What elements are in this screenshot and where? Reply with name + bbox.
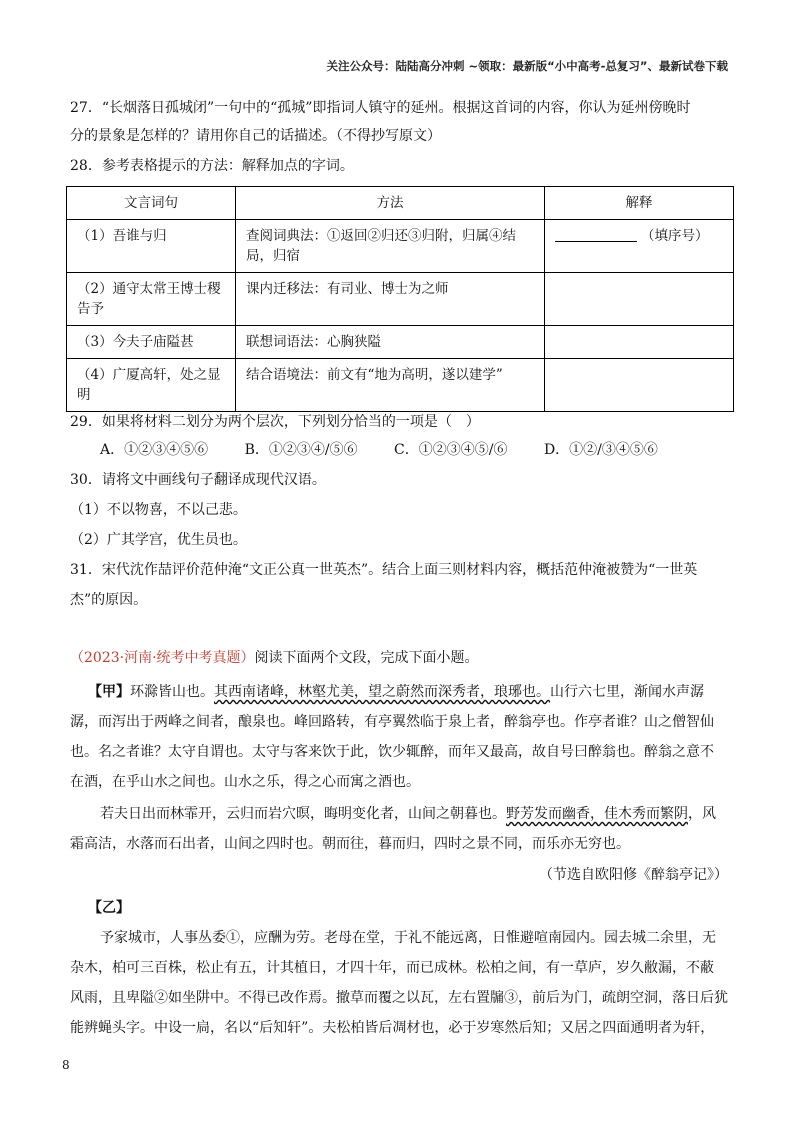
table-row xyxy=(67,326,734,359)
jia-text: 山行六七里，渐闻水声潺 xyxy=(550,684,704,700)
table-header: 文言词句 xyxy=(67,187,236,220)
vocab-table xyxy=(66,186,734,412)
phrase: （1）吾谁与归 xyxy=(77,228,167,244)
underlined-sentence: 其西南诸峰，林壑尤美，望之蔚然而深秀者，琅琊也。 xyxy=(214,684,550,700)
q30-sentence-2: （2）广其学宫，优生员也。 xyxy=(70,532,247,548)
table-header: 解释 xyxy=(545,187,734,220)
table-cell xyxy=(545,220,734,273)
yi-line3: 风雨，且卑隘②如坐阱中。不得已改作焉。撤草而覆之以瓦，左右置牖③，前后为门，疏朗空洞，落日后犹 xyxy=(70,990,728,1006)
option-b[interactable]: B．①②③④/⑤⑥ xyxy=(244,442,358,458)
underlined-sentence: 野芳发而幽香，佳木秀而繁阴 xyxy=(506,806,688,822)
q30-sentence-1: （1）不以物喜，不以己悲。 xyxy=(70,502,247,518)
jia-text: ，风 xyxy=(688,806,716,822)
q30-text: 30．请将文中画线句子翻译成现代汉语。 xyxy=(70,472,326,488)
q29-text: 29．如果将材料二划分为两个层次，下列划分恰当的一项是（ ） xyxy=(70,414,480,430)
table-cell xyxy=(67,220,236,273)
jia-p2-line2: 霜高洁，水落而石出者，山间之四时也。朝而往，暮而归，四时之景不同，而乐亦无穷也。 xyxy=(70,836,630,852)
reading-intro xyxy=(70,648,730,668)
table-cell: 联想词语法：心胸狭隘 xyxy=(236,326,545,359)
exam-source: （2023·河南·统考中考真题） xyxy=(70,650,255,666)
fill-hint: （填序号） xyxy=(641,228,709,244)
q27-line2: 分的景象是怎样的？请用你自己的话描述。（不得抄写原文） xyxy=(70,128,441,144)
table-cell: （3）今夫子庙隘甚 xyxy=(67,326,236,359)
option-c[interactable]: C．①②③④⑤/⑥ xyxy=(394,442,508,458)
table-header: 方法 xyxy=(236,187,545,220)
yi-line1: 予家城市，人事丛委①，应酬为劳。老母在堂，于礼不能远离，日惟避喧南园内。园去城二余里，无 xyxy=(100,930,716,946)
table-cell xyxy=(545,326,734,359)
reading-instruction: 阅读下面两个文段，完成下面小题。 xyxy=(254,650,479,666)
q31-line1: 31．宋代沈作喆评价范仲淹“文正公真一世英杰”。结合上面三则材料内容，概括范仲淹被赞为“一世英 xyxy=(70,562,698,578)
answer-blank[interactable] xyxy=(555,241,637,242)
jia-source-note: （节选自欧阳修《醉翁亭记》） xyxy=(539,867,728,883)
yi-line2: 杂木，柏可三百株，松止有五，计其植日，才四十年，而已成林。松柏之间，有一草庐，岁久敝漏，不蔽 xyxy=(70,960,714,976)
q27-line1: 27．“长烟落日孤城闭”一句中的“孤城”即指词人镇守的延州。根据这首词的内容，你认为延州傍晚时 xyxy=(70,100,691,116)
jia-p1-line4: 在酒，在乎山水之间也。山水之乐，得之心而寓之酒也。 xyxy=(70,774,420,790)
table-cell: 课内迁移法：有司业、博士为之师 xyxy=(236,273,545,326)
jia-p1-line2: 潺，而泻出于两峰之间者，酿泉也。峰回路转，有亭翼然临于泉上者，醉翁亭也。作亭者谁？山之僧智仙 xyxy=(70,714,714,730)
table-cell xyxy=(545,359,734,412)
jia-text: 若夫日出而林霏开，云归而岩穴暝，晦明变化者，山间之朝暮也。 xyxy=(100,806,506,822)
table-cell xyxy=(545,273,734,326)
table-row xyxy=(67,359,734,412)
q28-text: 28．参考表格提示的方法：解释加点的字词。 xyxy=(70,158,354,174)
yi-label: 【乙】 xyxy=(88,900,130,916)
q31-line2: 杰”的原因。 xyxy=(70,592,148,608)
table-cell: （4）广厦高轩，处之显明 xyxy=(67,359,236,412)
option-a[interactable]: A．①②③④⑤⑥ xyxy=(100,442,209,458)
table-cell: 结合语境法：前文有“地为高明，遂以建学” xyxy=(236,359,545,412)
jia-p1-line3: 也。名之者谁？太守自谓也。太守与客来饮于此，饮少辄醉，而年又最高，故自号曰醉翁也。醉翁之意不 xyxy=(70,744,714,760)
table-cell: （2）通守太常王博士稷告予 xyxy=(67,273,236,326)
jia-p2-line1 xyxy=(100,804,730,824)
yi-line4: 能辨蝇头字。中设一扃，名以“后知轩”。夫松柏皆后凋材也，必于岁寒然后知；又居之四面通明者为轩， xyxy=(70,1020,715,1036)
page-header: 关注公众号：陆陆高分冲刺 ~领取：最新版“小中高考-总复习”、最新试卷下载 xyxy=(326,59,728,73)
table-row xyxy=(67,220,734,273)
option-d[interactable]: D．①②/③④⑤⑥ xyxy=(543,442,658,458)
table-header-row xyxy=(67,187,734,220)
q29-options xyxy=(100,440,730,460)
jia-text: 环滁皆山也。 xyxy=(130,684,214,700)
jia-label: 【甲】 xyxy=(88,684,130,700)
page-number: 8 xyxy=(62,1058,70,1072)
table-cell: 查阅词典法：①返回②归还③归附，归属④结局，归宿 xyxy=(236,220,545,273)
jia-p1-line1 xyxy=(88,682,730,702)
table-row xyxy=(67,273,734,326)
